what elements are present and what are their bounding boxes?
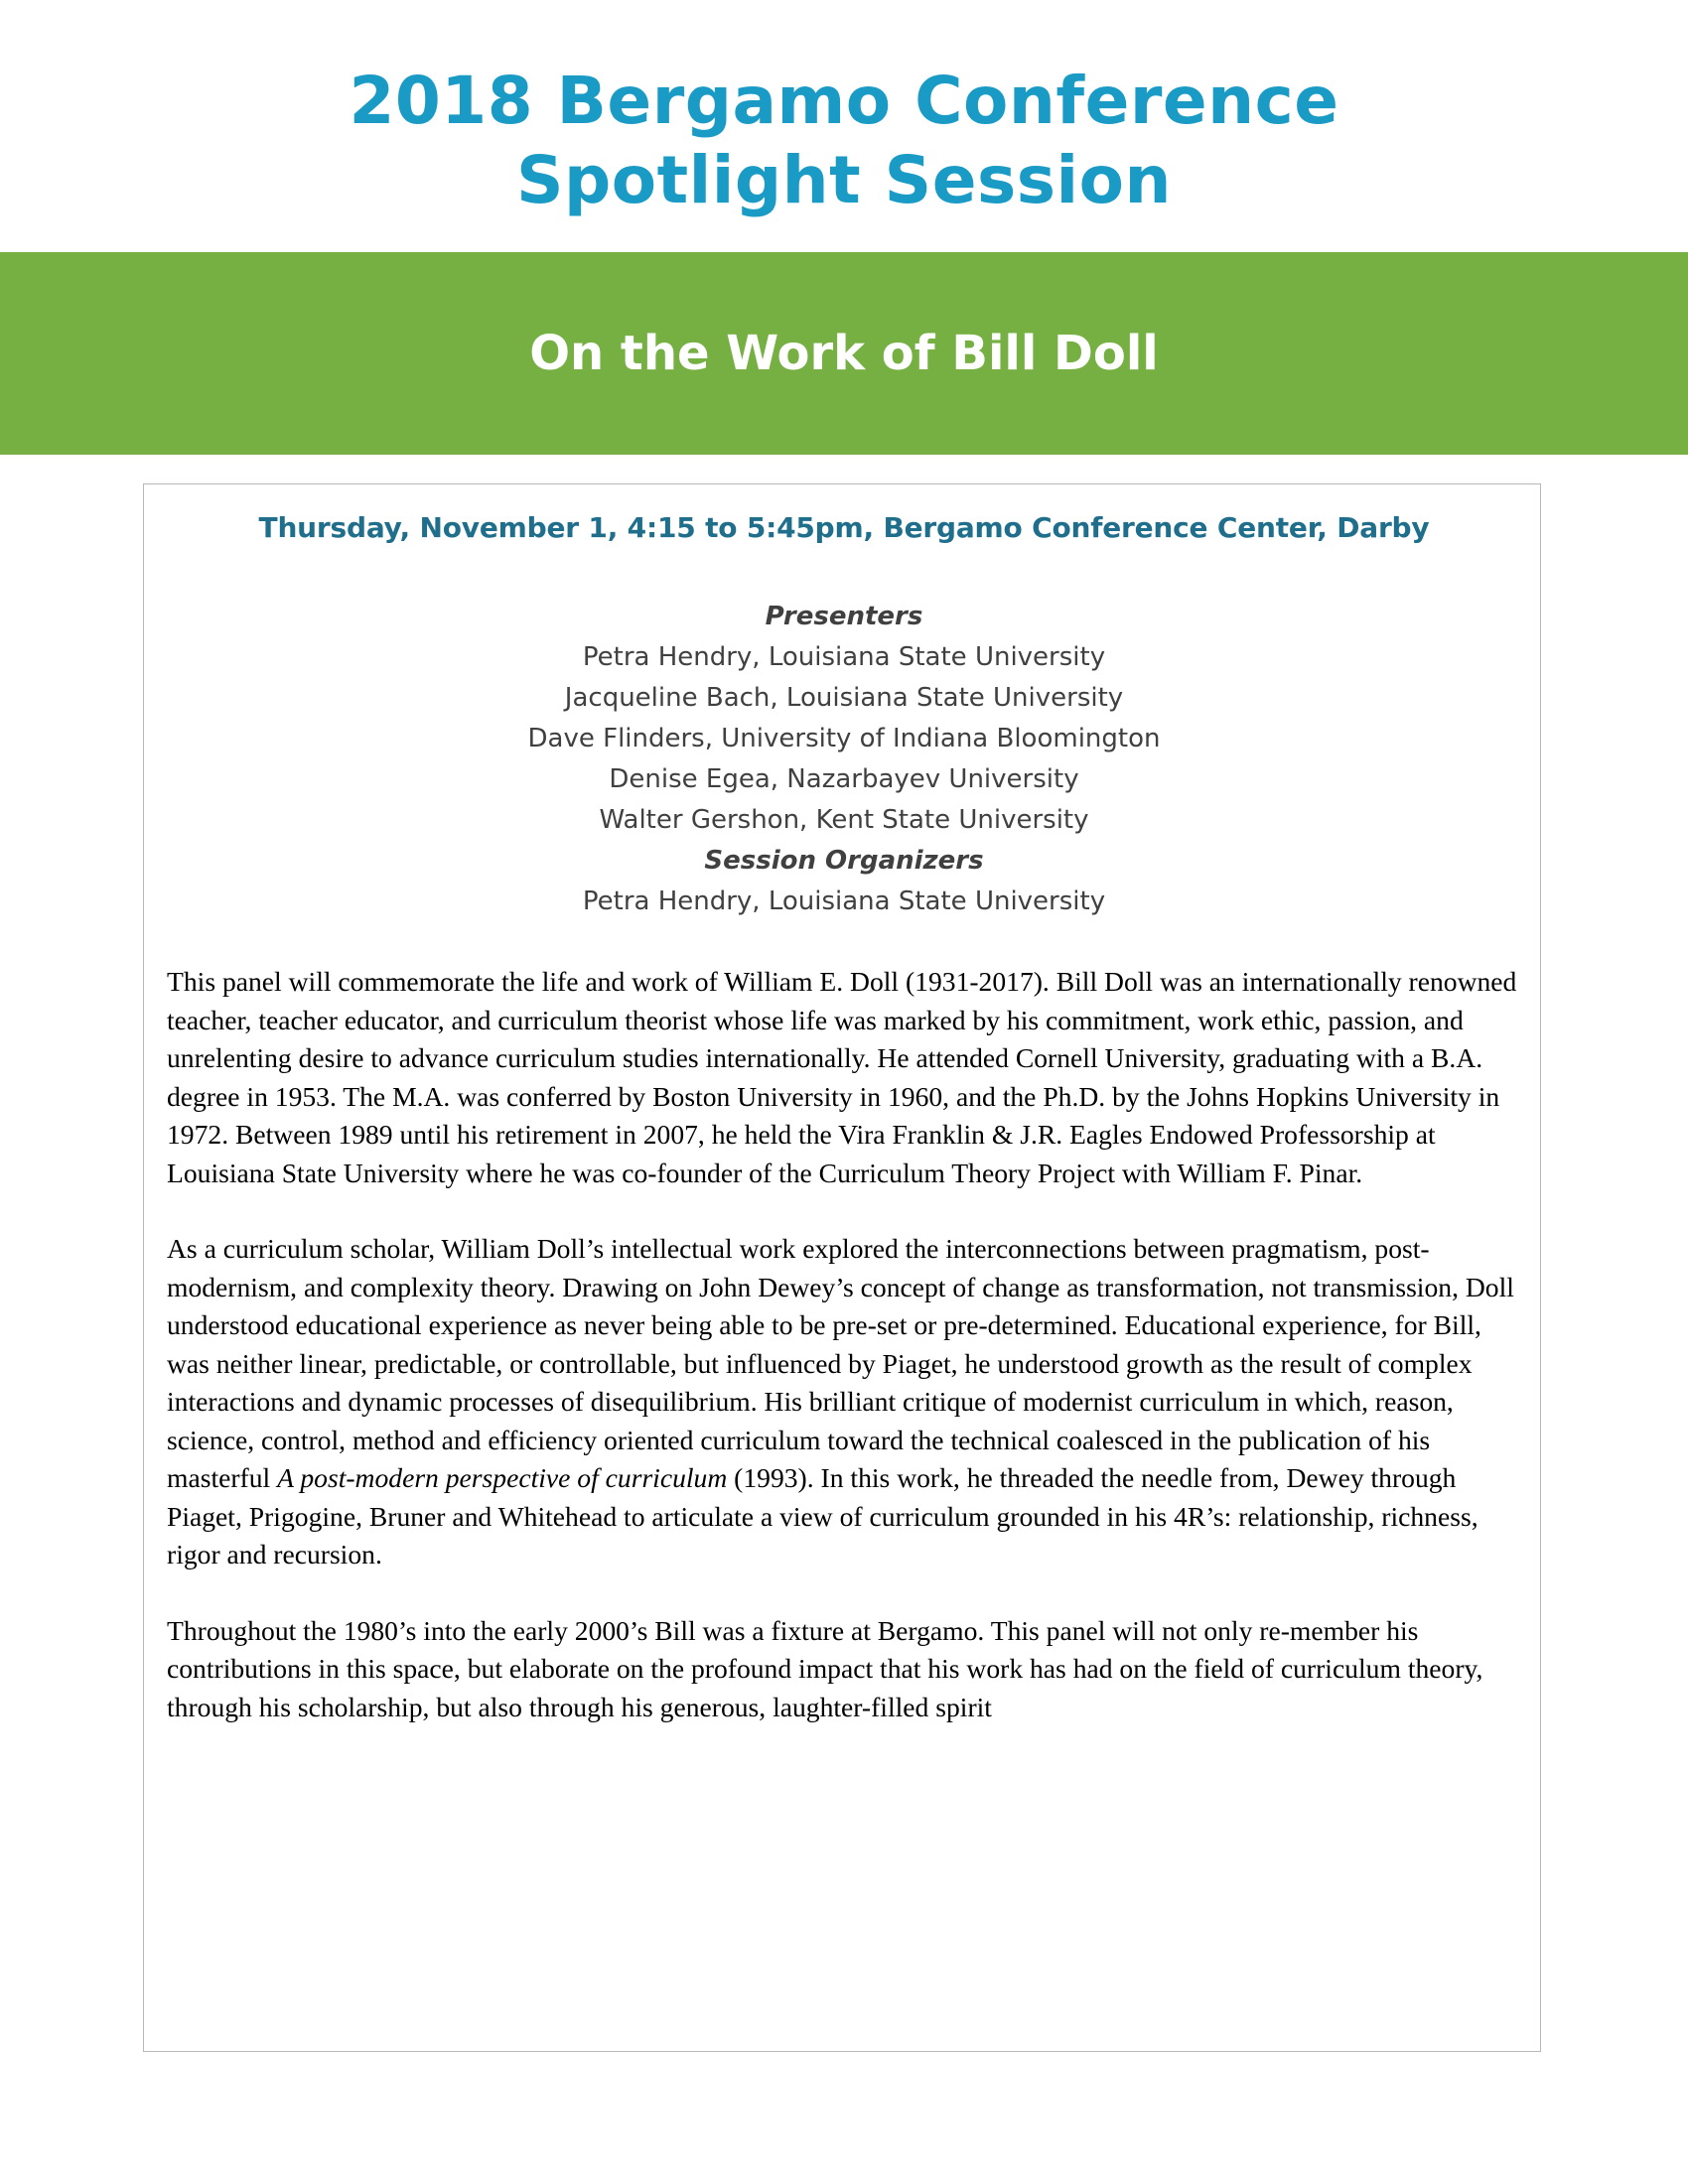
book-title: A post-modern perspective of curriculum — [277, 1462, 728, 1493]
paragraph-2-start: As a curriculum scholar, William Doll’s intellectual work explored the interconnections between pragmatism, post-modernism, and complexity theory. Drawing on John Dewey’s concept of change as transformation, not transmission, Doll understood educational experience as never being able to be pre-set or pre-determined. Educational experience, for Bill, was neither linear, predictable, or controllable, but influenced by Piaget, he understood growth as the result of complex interactions and dynamic processes of disequilibrium. His brilliant critique of modernist curriculum in which, reason, science, control, method and efficiency oriented curriculum toward the technical coalesced in the publication of his masterful — [167, 1233, 1514, 1493]
session-info: Thursday, November 1, 4:15 to 5:45pm, Bergamo Conference Center, Darby — [258, 511, 1430, 544]
paragraph-1: This panel will commemorate the life and work of William E. Doll (1931-2017). Bill Doll was an internationally renowned teacher, teacher educator, and curriculum theorist whose life was marked by his commitment, work ethic, passion, and unrelenting desire to advance curriculum studies internationally. He attended Cornell University, graduating with a B.A. degree in 1953. The M.A. was conferred by Boston University in 1960, and the Ph.D. by the Johns Hopkins University in 1972. Between 1989 until his retirement in 2007, he held the Vira Franklin & J.R. Eagles Endowed Professorship at Louisiana State University where he was co-founder of the Curriculum Theory Project with William F. Pinar. — [167, 966, 1517, 1188]
title-line-2: Spotlight Session — [516, 142, 1172, 218]
paragraph-3: Throughout the 1980’s into the early 2000’s Bill was a fixture at Bergamo. This panel will not only re-member his contributions in this space, but elaborate on the profound impact that his work has had on the field of curriculum theory, through his scholarship, but also through his generous, laughter-filled spirit — [167, 1614, 1483, 1722]
people-list — [0, 597, 1688, 922]
presenter-item: Jacqueline Bach, Louisiana State University — [564, 683, 1124, 713]
organizer-item: Petra Hendry, Louisiana State University — [582, 887, 1106, 916]
presenter-item: Walter Gershon, Kent State University — [599, 805, 1089, 835]
page-title — [0, 62, 1688, 220]
organizers-heading: Session Organizers — [704, 846, 984, 876]
presenter-item: Dave Flinders, University of Indiana Bloomington — [527, 724, 1161, 753]
title-line-1: 2018 Bergamo Conference — [349, 63, 1339, 139]
body-text — [167, 963, 1517, 1764]
banner-text: On the Work of Bill Doll — [529, 326, 1159, 381]
paragraph-2 — [167, 1230, 1517, 1574]
title-banner — [0, 252, 1688, 455]
presenters-heading: Presenters — [765, 602, 923, 631]
paragraph-2-end: (1993). In this work, he threaded the needle from, Dewey through Piaget, Prigogine, Bruner and Whitehead to articulate a view of curriculum grounded in his 4R’s: relationship, richness, rigor and recursion. — [167, 1462, 1478, 1570]
presenter-item: Denise Egea, Nazarbayev University — [609, 764, 1079, 794]
presenter-item: Petra Hendry, Louisiana State University — [582, 642, 1106, 672]
